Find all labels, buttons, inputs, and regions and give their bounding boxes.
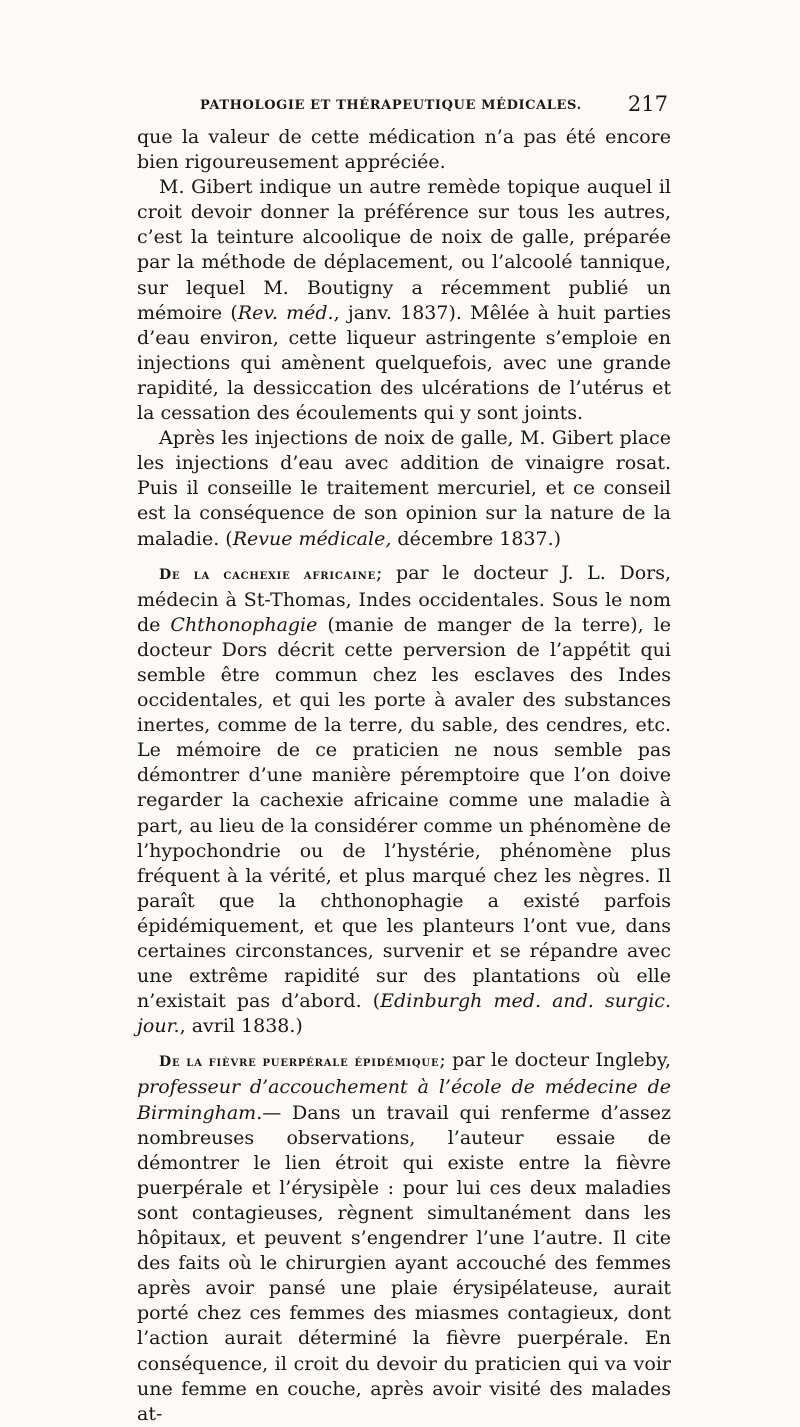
p2-citation: Rev. méd. — [237, 301, 334, 324]
p3-citation: Revue médicale, — [232, 527, 392, 550]
page-number: 217 — [627, 92, 668, 116]
section-fievre-puerperale — [137, 1048, 671, 1426]
p4-text-b: (manie de manger de la terre), le docteur Dors décrit cette perversion de l’appétit qui semble être commun chez les esclaves des Indes occidentales, et qui les porte à avaler des substances inertes, comme de la terre, du sable, des cendres, etc. Le mémoire de ce praticien ne nous semble pas démontrer d’une manière péremptoire que l’on doive regarder la cachexie africaine comme une maladie à part, au lieu de la considérer comme un phénomène de l’hypochondrie ou de l’hystérie, phénomène plus fréquent à la vérité, et plus marqué chez les nègres. Il paraît que la chthonophagie a existé parfois épidémiquement, et que les planteurs l’ont vue, dans certaines circonstances, survenir et se répandre avec une extrême rapidité sur des plantations où elle n’existait pas d’abord. ( — [137, 613, 671, 1013]
p3-text-b: décembre 1837.) — [391, 527, 562, 550]
section-heading-cachexie: De la cachexie africaine — [159, 566, 377, 583]
p4-text-a: ; par le docteur J. L. Dors, médecin à St-Thomas, Indes occidentales. Sous le nom de — [137, 561, 672, 636]
p1-text: que la valeur de cette médication n’a pas été encore bien rigoureusement appréciée. — [137, 126, 671, 174]
p5-affiliation: professeur d’accouchement à l’école de médecine de Birmingham. — [137, 1076, 671, 1124]
p2-text-b: , janv. 1837). Mêlée à huit parties d’eau environ, cette liqueur astringente s’emploie en injections qui amènent quelquefois, avec une grande rapidité, la dessiccation des ulcérations de l’utérus et la cessation des écoulements qui y sont joints. — [137, 301, 671, 425]
running-title: PATHOLOGIE ET THÉRAPEUTIQUE MÉDICALES. — [200, 98, 582, 113]
paragraph-gibert-injections — [137, 426, 671, 551]
running-header — [140, 94, 668, 120]
section-heading-fievre: De la fièvre puerpérale épidémique — [159, 1054, 440, 1071]
body-text — [137, 125, 671, 1427]
p3-text-a: Après les injections de noix de galle, M. Gibert place les injections d’eau avec addition de vinaigre rosat. Puis il conseille le traitement mercuriel, et ce conseil est la conséquence de son opinion sur la nature de la maladie. ( — [137, 427, 671, 550]
section-cachexie-africaine — [137, 561, 671, 1040]
p5-text-b: — Dans un travail qui renferme d’assez nombreuses observations, l’auteur essaie de démontrer le lien étroit qui existe entre la fièvre puerpérale et l’érysipèle : pour lui ces deux maladies sont contagieuses, règnent simultanément dans les hôpitaux, et peuvent s’engendrer l’une l’autre. Il cite des faits où le chirurgien ayant accouché des femmes après avoir pansé une plaie érysipélateuse, aurait porté chez ces femmes des miasmes contagieux, dont l’action aurait déterminé la fièvre puerpérale. En conséquence, il croit du devoir du praticien qui va voir une femme en couche, après avoir visité des malades at- — [137, 1101, 671, 1425]
paragraph-continuation — [137, 125, 671, 175]
p4-text-c: , avril 1838.) — [179, 1015, 303, 1038]
p2-text-a: M. Gibert indique un autre remède topique auquel il croit devoir donner la préférence sur tous les autres, c’est la teinture alcoolique de noix de galle, préparée par la méthode de déplacement, ou l’alcoolé tannique, sur lequel M. Boutigny a récemment publié un mémoire ( — [137, 176, 671, 324]
p4-term: Chthonophagie — [170, 613, 318, 636]
p5-text-a: ; par le docteur Ingleby, — [439, 1049, 671, 1072]
paragraph-gibert-remedy — [137, 175, 671, 426]
p4-citation: Edinburgh med. and. surgic. jour. — [137, 990, 671, 1038]
